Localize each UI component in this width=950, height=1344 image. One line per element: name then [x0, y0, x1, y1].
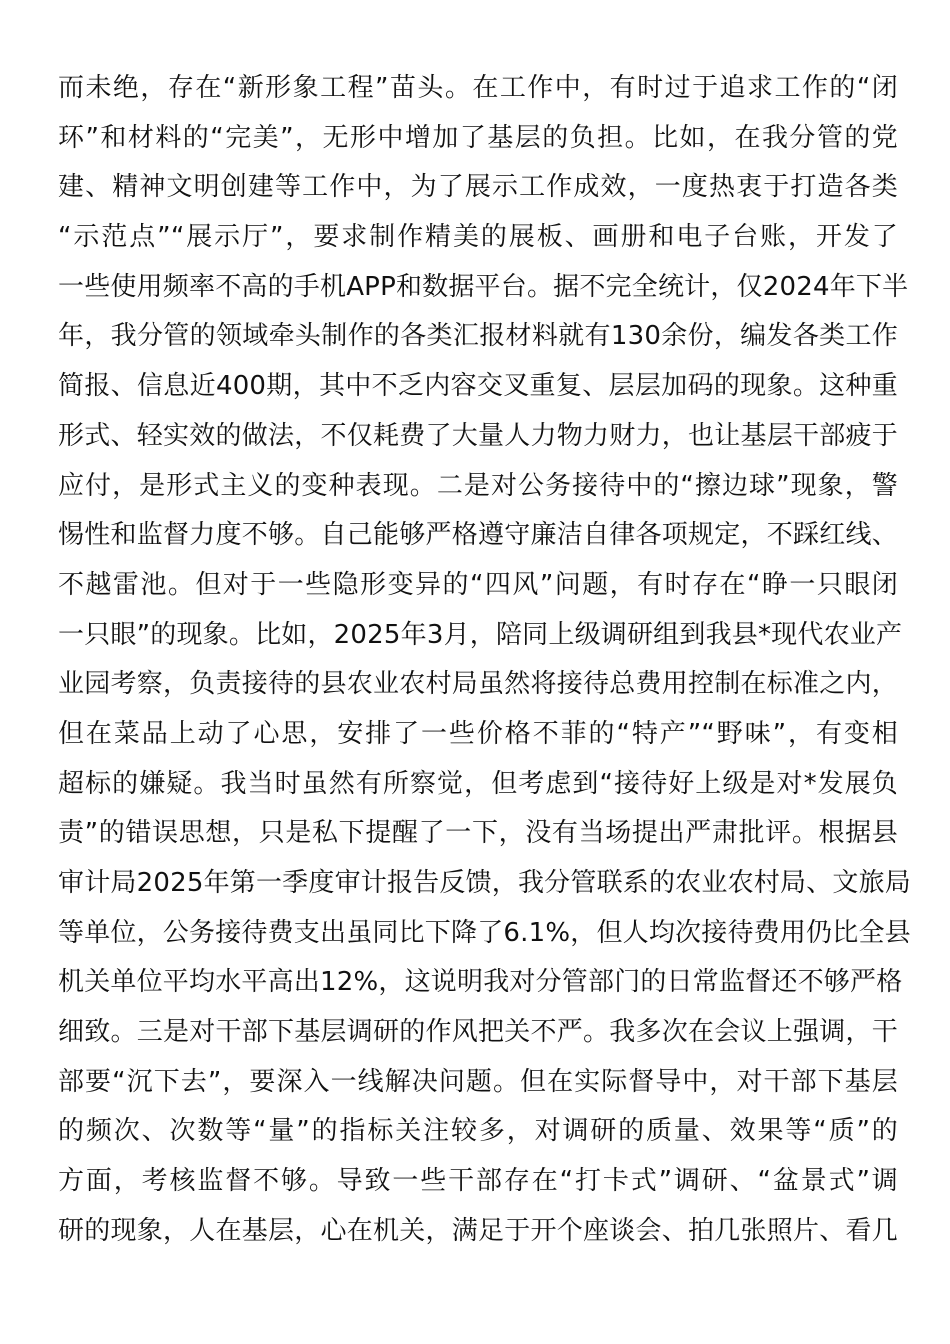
text-line: 不越雷池。但对于一些隐形变异的“四风”问题，有时存在“睁一只眼闭	[58, 569, 898, 600]
text-line: 方面，考核监督不够。导致一些干部存在“打卡式”调研、“盆景式”调	[58, 1166, 898, 1197]
text-line: 一只眼”的现象。比如，2025年3月，陪同上级调研组到我县*现代农业产	[58, 619, 903, 650]
text-line: 惕性和监督力度不够。自己能够严格遵守廉洁自律各项规定，不踩红线、	[58, 520, 898, 551]
text-line: 建、精神文明创建等工作中，为了展示工作成效，一度热衷于打造各类	[58, 172, 898, 203]
text-line: 简报、信息近400期，其中不乏内容交叉重复、层层加码的现象。这种重	[58, 371, 898, 402]
text-line: 业园考察，负责接待的县农业农村局虽然将接待总费用控制在标准之内，	[58, 669, 898, 700]
text-line: 部要“沉下去”，要深入一线解决问题。但在实际督导中，对干部下基层	[58, 1066, 898, 1097]
text-line: 一些使用频率不高的手机APP和数据平台。据不完全统计，仅2024年下半	[58, 271, 909, 302]
text-line: 形式、轻实效的做法，不仅耗费了大量人力物力财力，也让基层干部疲于	[58, 420, 898, 451]
text-line: 细致。三是对干部下基层调研的作风把关不严。我多次在会议上强调，干	[58, 1017, 898, 1048]
text-line: 年，我分管的领域牵头制作的各类汇报材料就有130余份，编发各类工作	[58, 321, 898, 352]
body-text	[58, 64, 911, 1257]
text-line: 机关单位平均水平高出12%，这说明我对分管部门的日常监督还不够严格	[58, 967, 903, 998]
text-line: “示范点”“展示厅”，要求制作精美的展板、画册和电子台账，开发了	[58, 222, 898, 253]
text-line: 审计局2025年第一季度审计报告反馈，我分管联系的农业农村局、文旅局	[58, 868, 911, 898]
text-line: 等单位，公务接待费支出虽同比下降了6.1%，但人均次接待费用仍比全县	[58, 917, 911, 948]
text-line: 应付，是形式主义的变种表现。二是对公务接待中的“擦边球”现象，警	[58, 470, 898, 501]
text-line: 研的现象，人在基层，心在机关，满足于开个座谈会、拍几张照片、看几	[58, 1215, 898, 1246]
text-line: 的频次、次数等“量”的指标关注较多，对调研的质量、效果等“质”的	[58, 1116, 898, 1147]
text-line: 超标的嫌疑。我当时虽然有所察觉，但考虑到“接待好上级是对*发展负	[58, 768, 898, 799]
text-line: 但在菜品上动了心思，安排了一些价格不菲的“特产”“野味”，有变相	[58, 718, 898, 749]
text-line: 环”和材料的“完美”，无形中增加了基层的负担。比如，在我分管的党	[58, 122, 898, 153]
text-line: 而未绝，存在“新形象工程”苗头。在工作中，有时过于追求工作的“闭	[58, 73, 898, 103]
text-line: 责”的错误思想，只是私下提醒了一下，没有当场提出严肃批评。根据县	[58, 818, 898, 849]
